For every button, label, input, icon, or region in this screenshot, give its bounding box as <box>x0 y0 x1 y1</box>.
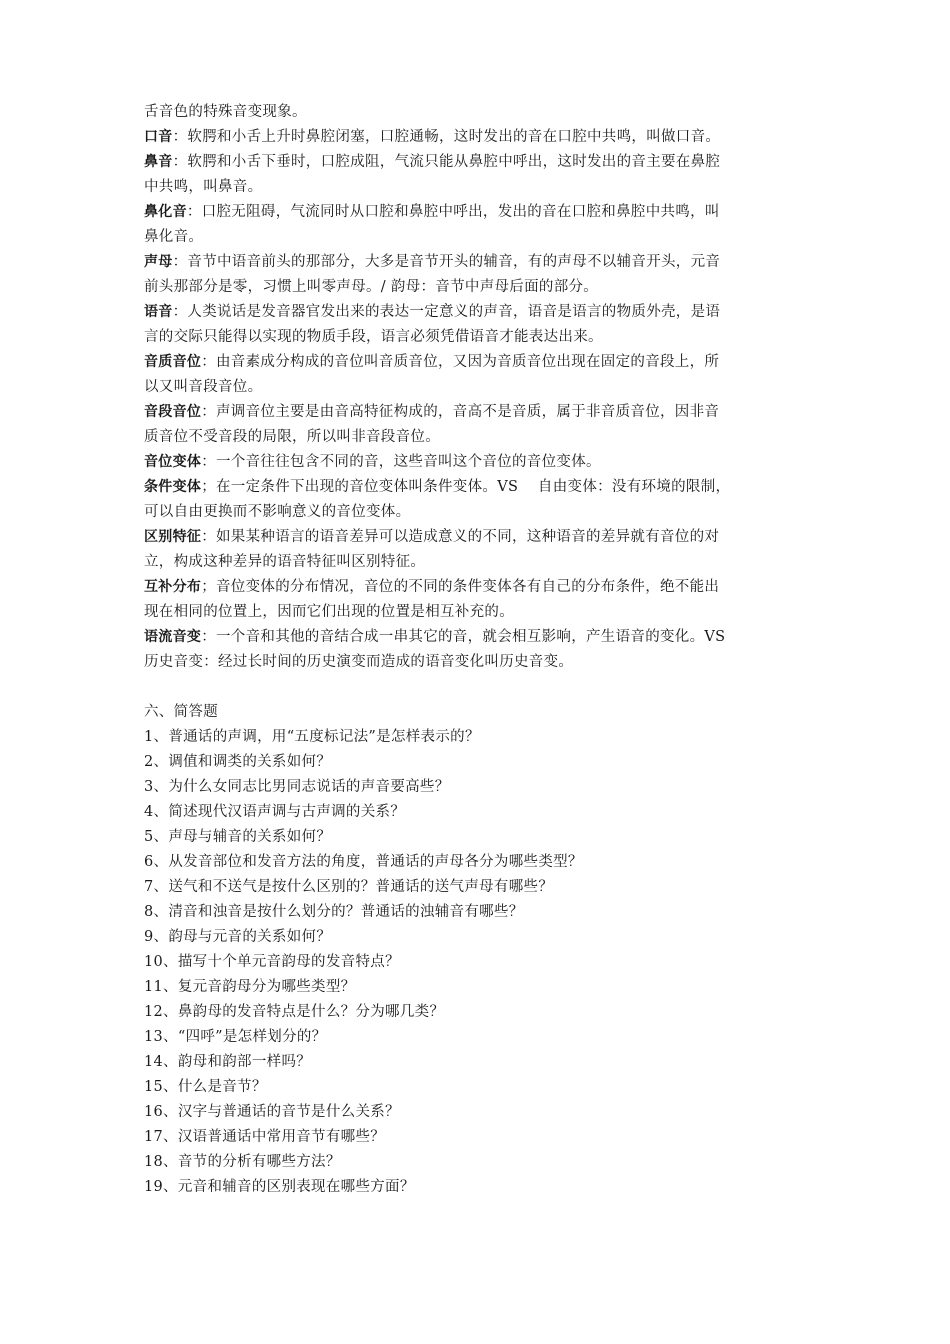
question-item: 16、汉字与普通话的音节是什么关系？ <box>144 1104 400 1120</box>
definition-entry <box>144 250 804 300</box>
question-list <box>144 725 804 1200</box>
definition-text: ：口腔无阻碍，气流同时从口腔和鼻腔中呼出，发出的音在口腔和鼻腔中共鸣，叫 <box>186 204 720 220</box>
definition-line <box>144 600 804 625</box>
definition-text: ；在一定条件下出现的音位变体叫条件变体。VS 自由变体：没有环境的限制， <box>201 479 731 495</box>
definition-entry <box>144 525 804 575</box>
definition-line <box>144 325 804 350</box>
question-item: 19、元音和辅音的区别表现在哪些方面？ <box>144 1179 415 1195</box>
definition-line <box>144 125 804 150</box>
definition-entry <box>144 125 804 150</box>
page-content <box>144 100 804 1200</box>
definition-text: 质音位不受音段的局限，所以叫非音段音位。 <box>144 429 440 445</box>
question-item: 1、普通话的声调，用“五度标记法”是怎样表示的？ <box>144 729 480 745</box>
definition-text: 言的交际只能得以实现的物质手段，语言必须凭借语音才能表达出来。 <box>144 329 603 345</box>
question-item: 13、“四呼”是怎样划分的？ <box>144 1029 327 1045</box>
definition-term: 声母 <box>144 254 173 270</box>
definition-line <box>144 625 804 650</box>
section-heading: 六、简答题 <box>144 704 218 720</box>
question-item: 15、什么是音节？ <box>144 1079 267 1095</box>
definition-term: 音质音位 <box>144 354 202 370</box>
definition-text: 立，构成这种差异的语音特征叫区别特征。 <box>144 554 426 570</box>
definition-entry <box>144 475 804 525</box>
definition-entry <box>144 150 804 200</box>
definition-term: 条件变体 <box>144 479 202 495</box>
definition-entry <box>144 625 804 675</box>
question-item: 17、汉语普通话中常用音节有哪些？ <box>144 1129 386 1145</box>
definition-term: 语流音变 <box>144 629 202 645</box>
definition-text: 可以自由更换而不影响意义的音位变体。 <box>144 504 411 520</box>
definition-line <box>144 200 804 225</box>
definition-text: 鼻化音。 <box>144 229 204 245</box>
definition-entry <box>144 300 804 350</box>
definition-text: 中共鸣，叫鼻音。 <box>144 179 263 195</box>
definition-line <box>144 150 804 175</box>
definition-text: ：由音素成分构成的音位叫音质音位，又因为音质音位出现在固定的音段上，所 <box>201 354 720 370</box>
question-item: 11、复元音韵母分为哪些类型？ <box>144 979 356 995</box>
definition-entry <box>144 450 804 475</box>
definition-term: 音位变体 <box>144 454 202 470</box>
definition-text: 现在相同的位置上，因而它们出现的位置是相互补充的。 <box>144 604 514 620</box>
definition-line <box>144 375 804 400</box>
definition-term: 音段音位 <box>144 404 202 420</box>
definition-line <box>144 550 804 575</box>
definition-line <box>144 400 804 425</box>
definition-line <box>144 475 804 500</box>
definition-term: 区别特征 <box>144 529 202 545</box>
definition-entry <box>144 400 804 450</box>
question-item: 9、韵母与元音的关系如何？ <box>144 929 332 945</box>
definition-entry <box>144 350 804 400</box>
definition-line <box>144 525 804 550</box>
definition-text: ：软腭和小舌上升时鼻腔闭塞，口腔通畅，这时发出的音在口腔中共鸣，叫做口音。 <box>172 129 721 145</box>
question-item: 8、清音和浊音是按什么划分的？普通话的浊辅音有哪些？ <box>144 904 524 920</box>
definition-line <box>144 500 804 525</box>
definition-line <box>144 425 804 450</box>
question-item: 5、声母与辅音的关系如何？ <box>144 829 332 845</box>
definition-line <box>144 250 804 275</box>
question-item: 3、为什么女同志比男同志说话的声音要高些？ <box>144 779 450 795</box>
definition-text: ：音节中语音前头的那部分，大多是音节开头的辅音，有的声母不以辅音开头，元音 <box>172 254 721 270</box>
definition-line <box>144 225 804 250</box>
section-gap <box>144 675 804 700</box>
definition-text: ：如果某种语言的语音差异可以造成意义的不同，这种语音的差异就有音位的对 <box>201 529 720 545</box>
question-item: 6、从发音部位和发音方法的角度，普通话的声母各分为哪些类型？ <box>144 854 583 870</box>
definition-term: 鼻音 <box>144 154 173 170</box>
definition-entry <box>144 575 804 625</box>
definition-text: 舌音色的特殊音变现象。 <box>144 104 307 120</box>
question-item: 14、韵母和韵部一样吗？ <box>144 1054 312 1070</box>
definition-line <box>144 575 804 600</box>
definition-term: 口音 <box>144 129 173 145</box>
definition-line <box>144 175 804 200</box>
definition-text: ：一个音和其他的音结合成一串其它的音，就会相互影响，产生语音的变化。VS <box>201 629 726 645</box>
definition-text: 前头那部分是零，习惯上叫零声母。/ 韵母：音节中声母后面的部分。 <box>144 279 599 295</box>
definition-text: ：软腭和小舌下垂时，口腔成阻，气流只能从鼻腔中呼出，这时发出的音主要在鼻腔 <box>172 154 721 170</box>
definition-line <box>144 300 804 325</box>
definition-term: 鼻化音 <box>144 204 187 220</box>
definitions-list <box>144 100 804 675</box>
definition-text: 以又叫音段音位。 <box>144 379 263 395</box>
definition-text: 历史音变：经过长时间的历史演变而造成的语音变化叫历史音变。 <box>144 654 574 670</box>
definition-line <box>144 275 804 300</box>
definition-text: ：一个音往往包含不同的音，这些音叫这个音位的音位变体。 <box>201 454 601 470</box>
definition-text: ：声调音位主要是由音高特征构成的，音高不是音质，属于非音质音位，因非音 <box>201 404 720 420</box>
definition-term: 互补分布 <box>144 579 202 595</box>
definition-line <box>144 350 804 375</box>
definition-text: ：人类说话是发音器官发出来的表达一定意义的声音，语音是语言的物质外壳，是语 <box>172 304 721 320</box>
definition-entry <box>144 200 804 250</box>
definition-line <box>144 100 804 125</box>
question-item: 7、送气和不送气是按什么区别的？普通话的送气声母有哪些？ <box>144 879 554 895</box>
question-item: 12、鼻韵母的发音特点是什么？分为哪几类？ <box>144 1004 445 1020</box>
definition-line <box>144 650 804 675</box>
definition-text: ；音位变体的分布情况，音位的不同的条件变体各有自己的分布条件，绝不能出 <box>201 579 720 595</box>
question-item: 2、调值和调类的关系如何？ <box>144 754 332 770</box>
question-item: 18、音节的分析有哪些方法？ <box>144 1154 341 1170</box>
definition-entry <box>144 100 804 125</box>
definition-term: 语音 <box>144 304 173 320</box>
definition-line <box>144 450 804 475</box>
question-item: 4、简述现代汉语声调与古声调的关系？ <box>144 804 406 820</box>
question-item: 10、描写十个单元音韵母的发音特点？ <box>144 954 400 970</box>
